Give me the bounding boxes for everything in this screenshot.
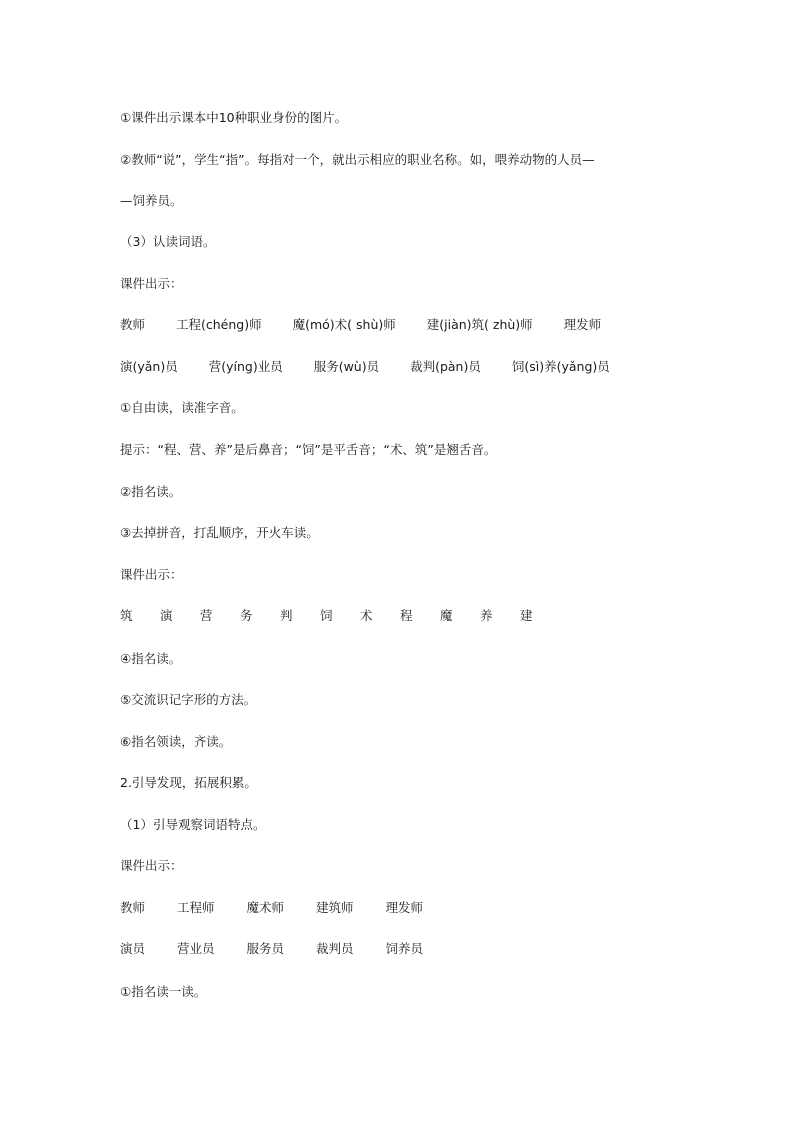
char-item: 筑: [120, 608, 133, 623]
word-item: 服务员: [246, 941, 285, 956]
paragraph-exchange-methods: ⑤交流识记字形的方法。: [120, 692, 257, 707]
char-item: 魔: [440, 608, 453, 623]
paragraph-teacher-says: ②教师“说”，学生“指”。每指对一个，就出示相应的职业名称。如，喂养动物的人员—: [120, 152, 595, 167]
word-item: 建(jiàn)筑( zhù)师: [426, 317, 533, 332]
word-item: 饲(sì)养(yǎng)员: [511, 359, 610, 374]
word-item: 教师: [120, 900, 146, 915]
char-item: 程: [400, 608, 413, 623]
word-item: 服务(wù)员: [313, 359, 380, 374]
characters-row: [120, 608, 533, 624]
word-item: 理发师: [563, 317, 602, 332]
word-item: 裁判员: [316, 941, 354, 956]
word-item: 裁判(pàn)员: [410, 359, 481, 374]
pinyin-words-row-2: [120, 359, 610, 375]
char-item: 演: [160, 608, 173, 623]
char-item: 饲: [320, 608, 333, 623]
courseware-label: 课件出示：: [120, 567, 183, 582]
char-item: 术: [360, 608, 373, 623]
words-row-1: [120, 900, 423, 916]
paragraph-named-read: ②指名读。: [120, 484, 182, 499]
word-item: 理发师: [385, 900, 424, 915]
word-item: 营业员: [177, 941, 215, 956]
paragraph-free-read: ①自由读，读准字音。: [120, 400, 244, 415]
section-heading-observe: （1）引导观察词语特点。: [120, 817, 266, 832]
section-heading-discover: 2.引导发现，拓展积累。: [120, 775, 257, 790]
word-item: 魔术师: [246, 900, 285, 915]
word-item: 工程(chéng)师: [176, 317, 262, 332]
paragraph-lead-read: ⑥指名领读，齐读。: [120, 734, 232, 749]
words-row-2: [120, 941, 423, 957]
paragraph-named-read-2: ④指名读。: [120, 651, 182, 666]
word-item: 工程师: [177, 900, 215, 915]
courseware-label: 课件出示：: [120, 858, 183, 873]
word-item: 教师: [120, 317, 146, 332]
char-item: 判: [280, 608, 293, 623]
courseware-label: 课件出示：: [120, 276, 183, 291]
word-item: 演(yǎn)员: [120, 359, 178, 374]
section-heading-read-words: （3）认读词语。: [120, 234, 216, 249]
word-item: 营(yíng)业员: [208, 359, 283, 374]
paragraph-courseware-images: ①课件出示课本中10种职业身份的图片。: [120, 110, 348, 125]
paragraph-hint: 提示：“程、营、养”是后鼻音；“饲”是平舌音；“术、筑”是翘舌音。: [120, 442, 497, 457]
paragraph-continuation: —饲养员。: [120, 193, 183, 208]
word-item: 演员: [120, 941, 146, 956]
char-item: 养: [480, 608, 493, 623]
paragraph-remove-pinyin: ③去掉拼音，打乱顺序，开火车读。: [120, 525, 319, 540]
paragraph-read-once: ①指名读一读。: [120, 984, 207, 999]
pinyin-words-row-1: [120, 317, 601, 333]
char-item: 务: [240, 608, 253, 623]
word-item: 建筑师: [316, 900, 354, 915]
word-item: 饲养员: [385, 941, 424, 956]
word-item: 魔(mó)术( shù)师: [292, 317, 396, 332]
char-item: 建: [520, 608, 533, 623]
char-item: 营: [200, 608, 213, 623]
